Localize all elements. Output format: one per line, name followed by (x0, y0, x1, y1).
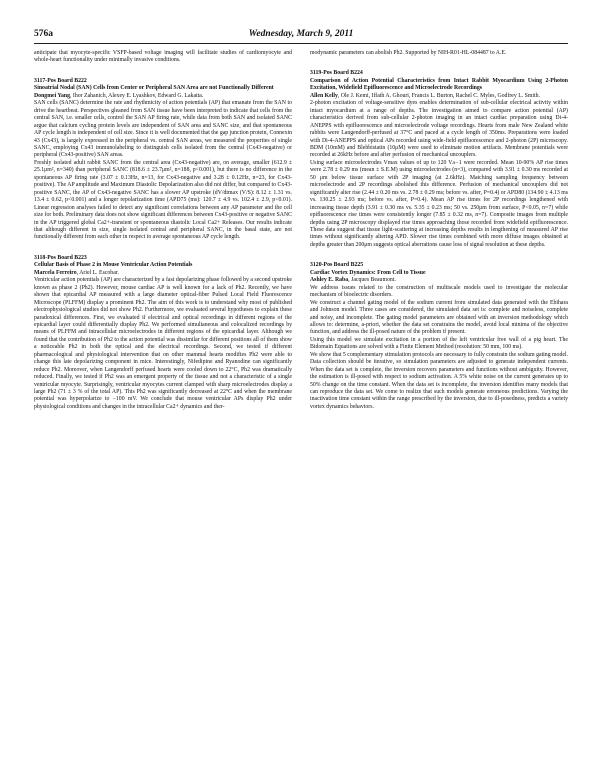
lead-author: Ashley E. Raba (310, 277, 349, 284)
abstract-paragraph: We construct a channel gating model of the sodium current from simulated data generated with the Ebihara and Johnson model. Three cases are considered, the simulated data set is: complete and noiseless, complete and noisy, and incomplete. The gating model parameters are obtained with an inversion methodology which allows to: determine, a-priori, whether the data set constrains the model, avoid local minima of the objective function, and address the ill-posed nature of the problem if present. (310, 299, 568, 336)
co-authors: , Jacques Beaumont. (348, 277, 396, 284)
left-column (34, 50, 292, 417)
lead-author: Dongmei Yang (34, 92, 71, 99)
abstract-number: 3117-Pos Board B222 (34, 77, 87, 84)
abstract-3117 (34, 78, 292, 242)
abstract-number: 3119-Pos Board B224 (310, 70, 363, 77)
abstract-title: Cellular Basis of Phase 2 in Mouse Ventricular Action Potentials (34, 262, 193, 269)
abstract-3118 (34, 255, 292, 412)
abstract-number: 3120-Pos Board B225 (310, 262, 364, 269)
abstract-paragraph: Using this model we simulate excitation in a portion of the left ventricular free wall of a pig heart. The Bidomain Equations are solved with a Finite Element Method (resolution: 50 mm, 100 ms). (310, 336, 568, 351)
co-authors: , Ole J. Kemi, Iffath A. Ghouri, Francis L. Burton, Rachel C. Myles, Godfrey L. Smith. (337, 92, 540, 99)
abstract-title: Comparison of Action Potential Characteristics from Intact Rabbit Myocardium Using 2-Photon Excitation, Widefield Epifluorescence and Microelectrode Recordings (310, 77, 568, 92)
abstract-paragraph: We address issues related to the construction of multiscale models used to investigate the molecular mechanism of bioelectric disorders. (310, 284, 568, 299)
abstract-paragraph: Freshly isolated adult rabbit SANC from the central area (Cx43-negative) are, on average, smaller (612.9 ± 25.1μm², n=340) than peripheral SANC (818.6 ± 23.7μm², n=188, p<0.001), but there is no difference in the spontaneous AP firing rate (3.07 ± 0.13Hz, n=13, for Cx43-negative and 3.28 ± 0.12Hz, n=23, for Cx43-positive). The AP amplitude and Maximum Diastolic Depolarization also did not differ, but compared to Cx43-positive SANC, the AP of Cx43-negative SANC has a slower AP upstroke (dV/dtmax (V/S): 8.12 ± 1.31 vs. 13.4 ± 0.62, p<0.001) and a longer repolarization time (APD75 (ms): 120.7 ± 4.9 vs. 102.4 ± 2.9, p<0.01). Linear regression analyses failed to detect any significant correlations between any AP parameter and the cell size for both. Preliminary data does not show significant differences between Cx43-positive or negative SANC in the AP triggered global Ca2+-transient or spontaneous diastolic Local Ca2+ Releases. Our results indicate that although different in size, single isolated central and peripheral SANC, in the basal state, are not functionally different from each other in respect to average spontaneous AP cycle length. (34, 159, 292, 241)
lead-author: Allen Kelly (310, 92, 338, 99)
abstract-paragraph: SAN cells (SANC) determine the rate and rhythmicity of action potentials (AP) that emanate from the SAN to drive the heartbeat. Perspectives gleaned from SAN tissue have been interpreted to indicate that cells from the central SAN, i.e. smaller cells, control the SAN AP firing rate, while data from both SAN and isolated SANC argue that calcium cycling protein levels are independent of SAN area and SANC size, and that spontaneous AP cycle length is independent of cell size. Since it is well documented that the gap junction protein, Connexin 43 (Cx43), is largely expressed in the peripheral vs. central SAN areas, we measured the properties of single SANC, employing Cx43 immunolabeling to distinguish cells isolated from the central (Cx43-negative) or peripheral (Cx43-positive) SAN areas. (34, 100, 292, 159)
continuation-text: anticipate that myocyte-specific VSFP-based voltage imaging will facilitate studies of cardiomyocyte and whole-heart functionality under minimally invasive conditions. (34, 50, 292, 64)
abstract-title: Sinoatrial Nodal (SAN) Cells from Center or Peripheral SAN Area are not Functionally Different (34, 85, 274, 92)
header-rule (34, 43, 568, 44)
abstract-paragraph: We show that 5 complementary stimulation protocols are necessary to fully constrain the sodium gating model. Data collection should be iterative, so simulation parameters are adjusted to generate independent currents. When the data set is complete, the inversion recovers parameters and functions without ambiguity. However, the estimation is ill-posed with respect to sodium activation. A 5% white noise on the current generates up to 50% change on the time constant. When the data set is incomplete, the inversion identifies many models that can reproduce the data set. We come to realize that such models generate erroneous predictions. Varying the inactivation time constant within the range prescribed by the inversion, due to ill-posedness, predicts a variety vortex dynamics behaviors. (310, 351, 568, 410)
page-number: 576a (34, 29, 53, 39)
right-column (310, 50, 568, 417)
abstract-paragraph: Using surface microelectrodes Vmax values of up to 120 V.s−1 were recorded. Mean 10-90% AP rise times were 2.78 ± 0.29 ms (mean ± S.E.M) using microelectrodes (n=3), compared with 3.91 ± 0.30 ms recorded at 50 μm below tissue surface with 2P imaging (at 2.6kHz). Matching sampling frequency between microelectrode and 2P recordings abolished this difference. Perfusion of mechanical uncouplers did not significantly alter rise (2.44 ± 0.20 ms vs. 2.78 ± 0.29 ms; before vs. after, P=0.4) or APD80 (134.90 ± 4.13 ms vs. 130.25 ± 2.93 ms; before vs. after, P=0.4). Mean AP rise times for 2P recordings lengthened with increasing tissue depth (3.91 ± 0.30 ms vs. 5.35 ± 0.23 ms; 50 vs. 250μm from surface, P<0.05, n=7) while epifluorescence rise times were consistently longer (7.85 ± 0.32 ms, n=7). Composite images from multiple depths using 2P microscopy displayed rise times approaching those recorded from widefield epifluorescence. These data suggest that tissue light-scattering at increasing depths results in lengthening of measured AP rise times without significantly altering APD. Slower rise times combined with more diffuse images obtained at depths greater than 200μm suggests optical aberrations cause loss of signal resolution at these depths. (310, 159, 568, 248)
abstract-paragraph: 2-photon excitation of voltage-sensitive dyes enables determination of sub-cellular electrical activity within intact myocardium at a range of depths. The investigation aimed to compare action potential (AP) characteristics derived from sub-cellular 2-photon imaging in an intact cardiac preparation using Di-4-ANEPPS with epifluorescence and microelectrode voltage recordings. Hearts from male New Zealand white rabbits were Langendorff-perfused at 37°C and paced at a cycle length of 350ms. Preparations were loaded with Di-4-ANEPPS and optical APs recorded using wide-field epifluorescence and 2-photon (2P) microscopy. BDM (10mM) and Blebbistatin (10μM) were used to eliminate motion artifacts. Membrane potentials were recorded at 26kHz before and after perfusion of mechanical uncouplers. (310, 100, 568, 159)
abstract-3120 (310, 262, 568, 411)
issue-date: Wednesday, March 9, 2011 (248, 29, 354, 39)
abstract-3119 (310, 70, 568, 249)
co-authors: , Ihor Zahanich, Alexey E. Lyashkov, Edward G. Lakatta. (70, 92, 204, 99)
lead-author: Marcela Ferreiro (34, 269, 77, 276)
page-header (34, 29, 568, 41)
abstract-authors (310, 277, 568, 284)
co-authors: , Ariel L. Escobar. (76, 269, 119, 276)
abstract-paragraph: Ventricular action potentials (AP) are characterized by a fast depolarizing phase followed by a second upstroke known as phase 2 (Ph2). However, mouse cardiac AP is well known for a lack of Ph2. Recently, we have shown that epicardial AP measured with a large diameter optical-fiber Pulsed Local Field Fluorescence Microscope (PLFFM) display a prominent Ph2. The aim of this work is to understand why most of published electrophysiological studies did not show Ph2. Furthermore, we evaluated several hypotheses to explain these paradoxical differences. First, we evaluated if electrical and optical recordings in different regions of the epicardial layer could differentially display Ph2. We performed simultaneous and colocalized recordings by means of PLFFM and intracellular microelectrodes in different regions of the epicardial layer. Although we found that the contribution of Ph2 to the action potential was dissimilar for different positions all of them show a noticeable Ph2 in both the optical and the electrical recordings. Second, we tested if different pharmacological and physiological intervention that on other mammal hearts modifies Ph2 were able to change this late depolarizing component in mice. Interestingly, Nifedipine and Ryanodine can significantly reduce Ph2. Moreover, when Langendorff perfused hearts were cooled down to 22°C, Ph2 was dramatically reduced. Finally, we tested if Ph2 was an emergent property of the tissue and not a characteristic of a single ventricular myocyte. Surprisingly, ventricular myocytes current clamped with sharp microelectrodes display a large Ph2 (71 ± 3 % of the total AP). This Ph2 was significantly decreased at 22°C and when the membrane potential was hyperpolarize to −100 mV. We conclude that mouse ventricular APs display Ph2 under physiological conditions and changes in the intracellular Ca2+ dynamics and ther- (34, 277, 292, 410)
abstract-title: Cardiac Vortex Dynamics: From Cell to Tissue (310, 269, 426, 276)
abstract-number: 3118-Pos Board B223 (34, 254, 87, 261)
continuation-text: modynamic parameters can abolish Ph2. Supported by NIH-R01-HL-084487 to A.E. (310, 50, 507, 56)
